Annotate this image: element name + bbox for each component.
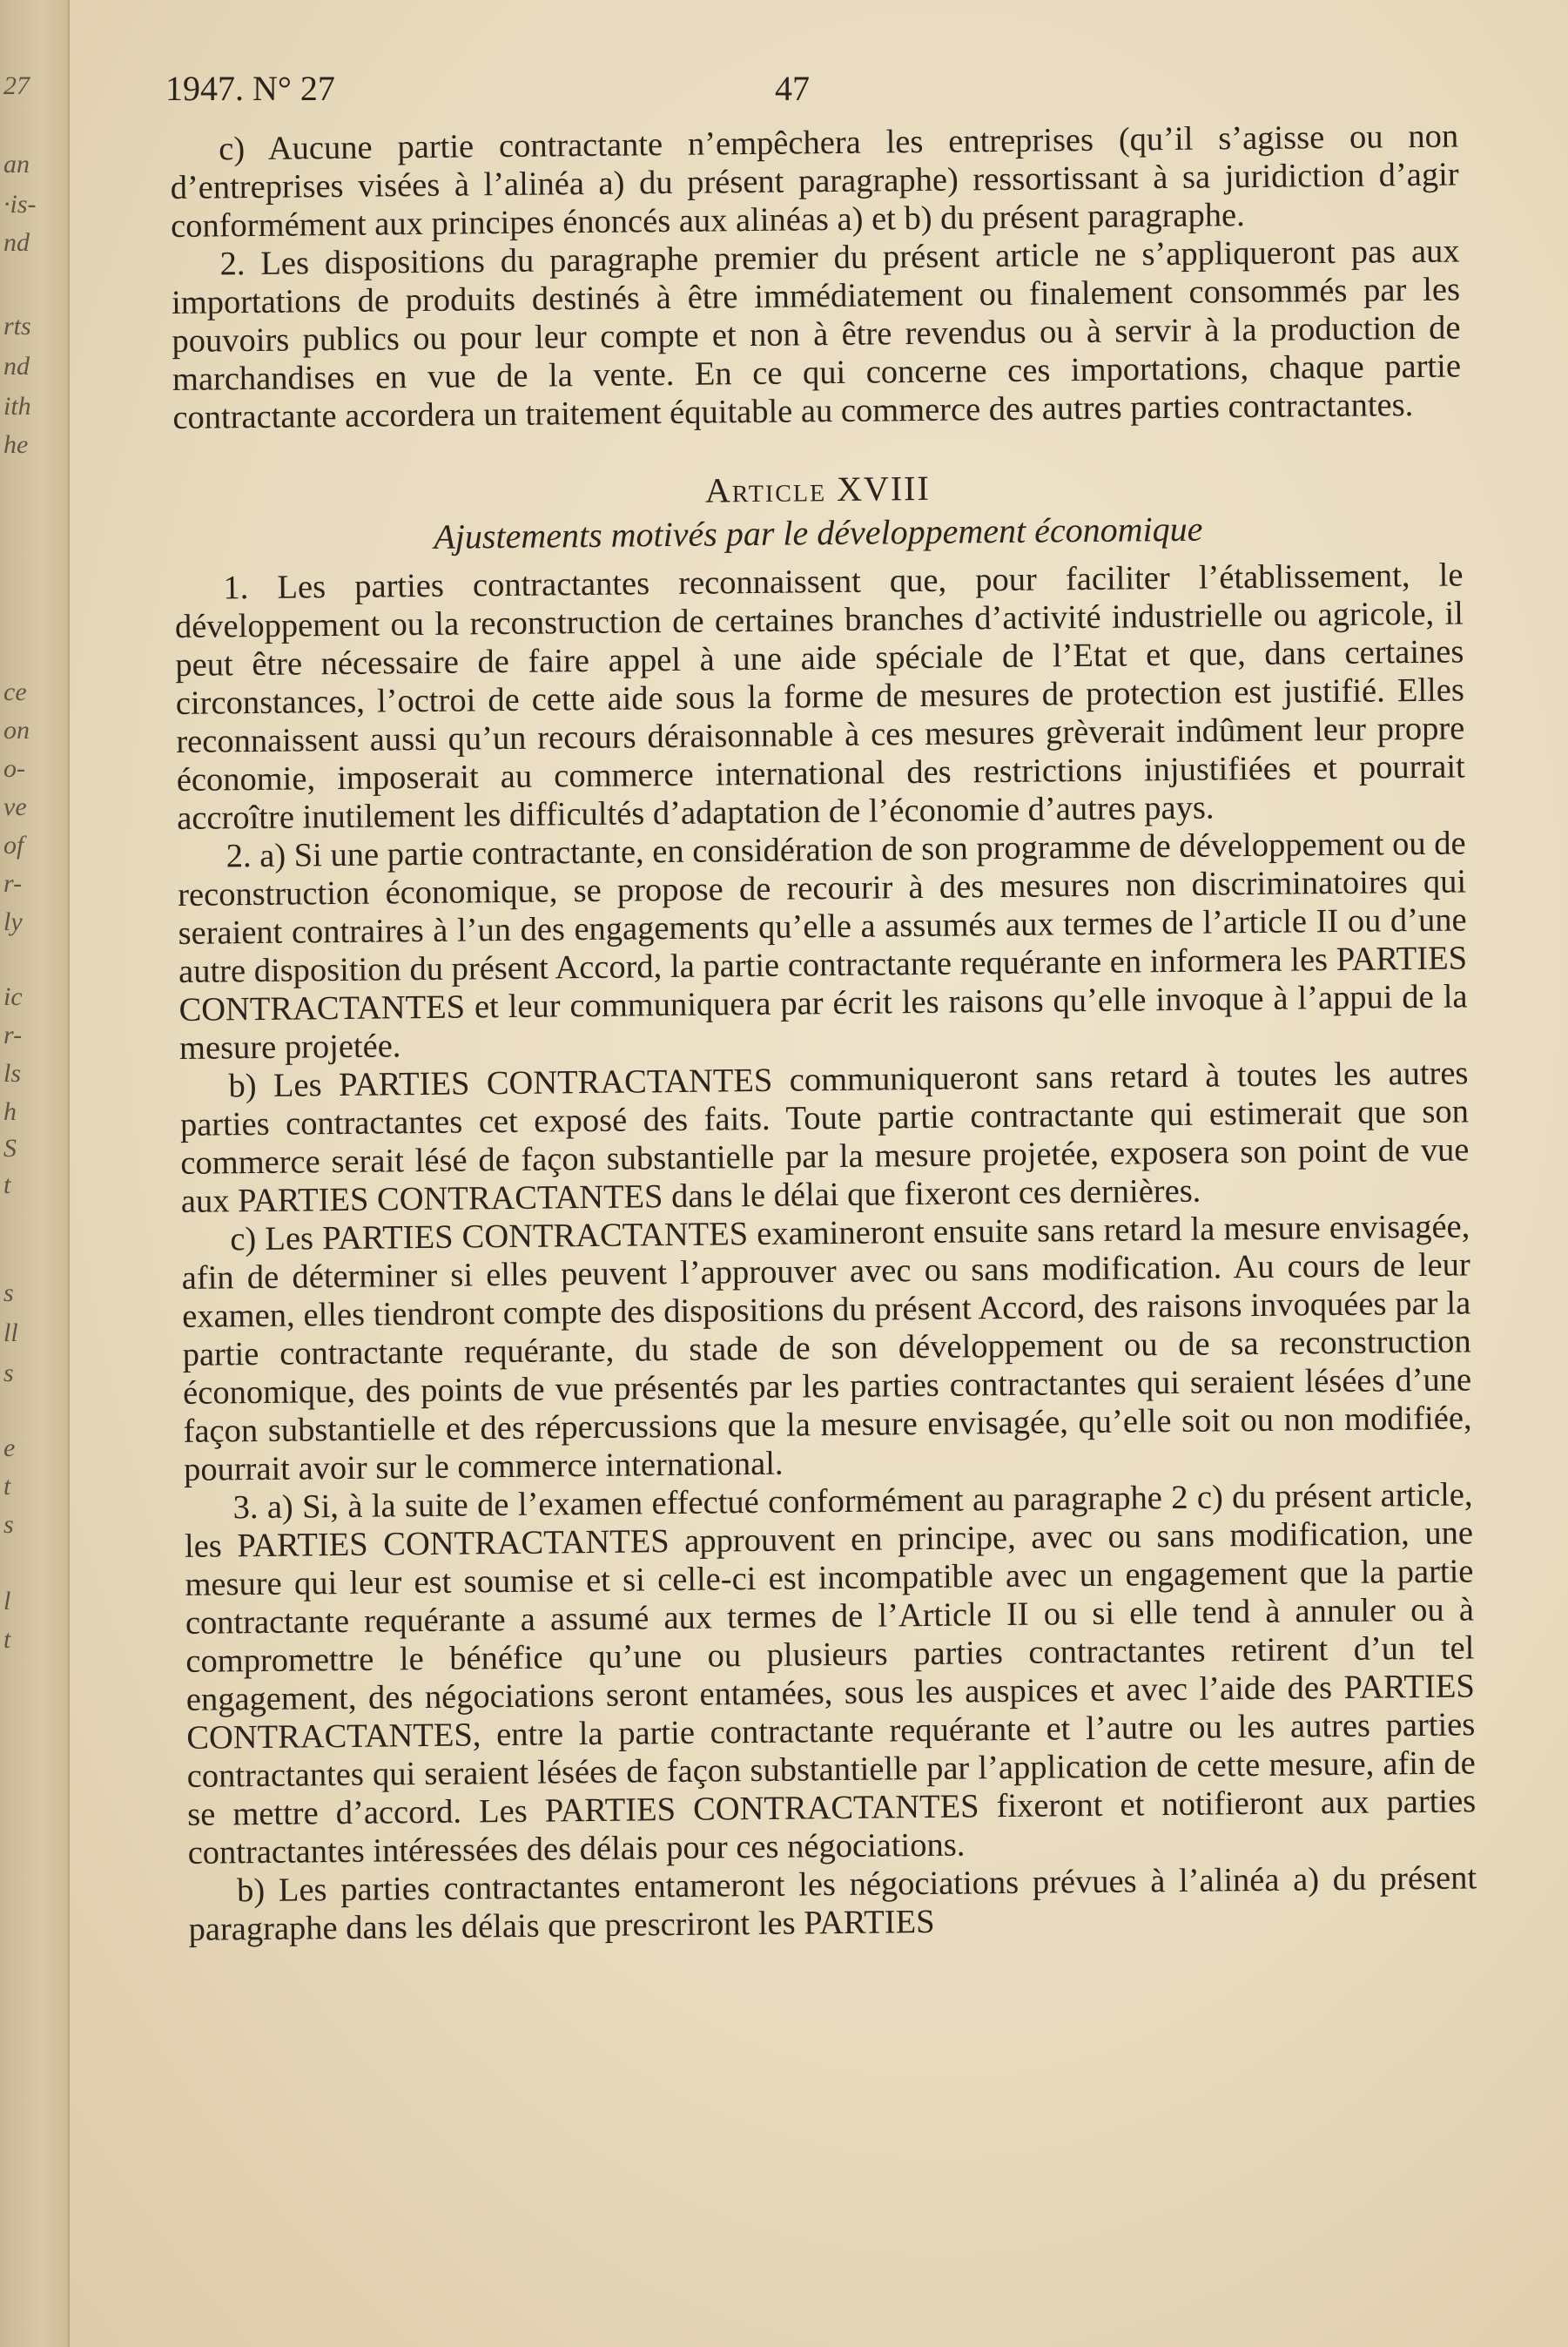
margin-fragment: e <box>3 1433 16 1462</box>
margin-fragment: s <box>3 1510 14 1539</box>
page-number: 47 <box>775 69 810 108</box>
adjacent-page-margin <box>0 0 70 2347</box>
running-header <box>165 68 1471 111</box>
margin-fragment: nd <box>3 228 30 257</box>
paragraph: 2. a) Si une partie contractante, en considération de son programme de développement ou de reconstruction économique, se propose de recourir à des mesures non discriminatoires qui seraient contraires à l’un des engagements qu’elle a assumés aux termes de l’article II ou d’une autre disposition du présent Accord, la partie contractante requérante en informera les PARTIES CONTRACTANTES et leur communiquera par écrit les raisons qu’elle invoque à l’appui de la mesure projetée. <box>177 825 1468 1067</box>
margin-fragment: 27 <box>3 71 30 100</box>
paragraph: b) Les PARTIES CONTRACTANTES communiqueront sans retard à toutes les autres parties contractantes cet exposé des faits. Toute partie contractante qui estimerait que son commerce serait lésé de façon substantielle par la mesure projetée, exposera son point de vue aux PARTIES CONTRACTANTES dans le délai que fixeront ces dernières. <box>179 1055 1470 1220</box>
margin-fragment: r- <box>3 869 23 898</box>
paragraph: b) Les parties contractantes entameront les négociations prévues à l’alinéa a) du présent paragraphe dans les délais que prescriront les PARTIES <box>188 1859 1477 1948</box>
margin-fragment: ve <box>3 792 27 821</box>
margin-fragment: t <box>3 1625 11 1654</box>
margin-fragment: t <box>3 1170 11 1199</box>
paragraph: 3. a) Si, à la suite de l’examen effectué conformément au paragraphe 2 c) du présent article, les PARTIES CONTRACTANTES approuvent en principe, avec ou sans modification, une mesure qui leur est soumise et si celle-ci est incompatible avec un engagement que la partie contractante requérante a assumé aux termes de l’Article II ou si elle tend à annuler ou à compromettre le bénéfice qu’une ou plusieurs parties contractantes retirent d’un tel engagement, des négociations seront entamées, sous les auspices et avec l’aide des PARTIES CONTRACTANTES, entre la partie contractante requérante et l’autre ou les autres parties contractantes qui seraient lésées de façon substantielle par l’application de cette mesure, afin de se mettre d’accord. Les PARTIES CONTRACTANTES fixeront et notifieront aux parties contractantes intéressées des délais pour ces négociations. <box>184 1476 1477 1872</box>
margin-fragment: on <box>3 716 30 745</box>
margin-fragment: h <box>3 1097 17 1126</box>
margin-fragment: o- <box>3 754 25 783</box>
paragraph: 1. Les parties contractantes reconnaissent que, pour faciliter l’établissement, le développement ou la reconstruction de certaines branches d’activité industrielle ou agricole, il peut être nécessaire de faire appel à une aide spéciale de l’Etat et que, dans certaines circonstances, l’octroi de cette aide sous la forme de mesures de protection est justifié. Elles reconnaissent aussi qu’un recours déraisonnable à ces mesures grèverait indûment leur propre économie, imposerait au commerce international des restrictions injustifiées et pourrait accroître inutilement les difficultés d’adaptation de l’économie d’autres pays. <box>174 556 1465 837</box>
margin-fragment: r- <box>3 1021 23 1049</box>
margin-fragment: ll <box>3 1319 18 1347</box>
margin-fragment: ic <box>3 982 23 1011</box>
margin-fragment: ls <box>3 1059 22 1088</box>
paragraph: c) Aucune partie contractante n’empêchera les entreprises (qu’il s’agisse ou non d’entreprises visées à l’alinéa a) du présent paragraphe) ressortissant à sa juridiction d’agir conformément aux principes énoncés aux alinéas a) et b) du présent paragraphe. <box>170 118 1459 245</box>
margin-fragment: s <box>3 1359 14 1387</box>
margin-fragment: rts <box>3 312 31 341</box>
article-subtitle: Ajustements motivés par le développement économique <box>434 509 1203 556</box>
margin-fragment: S <box>3 1134 17 1163</box>
margin-fragment: t <box>3 1472 11 1501</box>
margin-fragment: he <box>3 430 29 459</box>
margin-fragment: ·is- <box>3 190 37 219</box>
paragraph: 2. Les dispositions du paragraphe premier du présent article ne s’appliqueront pas aux importations de produits destinés à être immédiatement ou finalement consommés par les pouvoirs publics ou pour leur compte et non à être revendus ou à servir à la production de marchandises en vue de la vente. En ce qui concerne ces importations, chaque partie contractante accordera un traitement équitable au commerce des autres parties contractantes. <box>171 233 1462 436</box>
margin-fragment: an <box>3 150 30 179</box>
margin-fragment: s <box>3 1278 14 1307</box>
margin-fragment: of <box>3 831 24 860</box>
article-heading: Article XVIII <box>704 468 932 510</box>
issue-reference: 1947. N° 27 <box>165 69 335 108</box>
margin-fragment: ce <box>3 678 27 706</box>
margin-fragment: ith <box>3 392 31 421</box>
margin-fragment: nd <box>3 352 30 381</box>
margin-fragment: ly <box>3 907 23 936</box>
body-text <box>170 118 1477 1949</box>
paragraph: c) Les PARTIES CONTRACTANTES examineront ensuite sans retard la mesure envisagée, afin de déterminer si elles peuvent l’approuver avec ou sans modification. Au cours de leur examen, elles tiendront compte des dispositions du présent Accord, des raisons invoquées par la partie contractante requérante, du stade de son développement ou de sa reconstruction économique, des points de vue présentés par les parties contractantes qui seraient lésées d’une façon substantielle et des répercussions que la mesure envisagée, qu’elle soit ou non modifiée, pourrait avoir sur le commerce international. <box>181 1208 1472 1488</box>
margin-fragment: l <box>3 1587 11 1615</box>
